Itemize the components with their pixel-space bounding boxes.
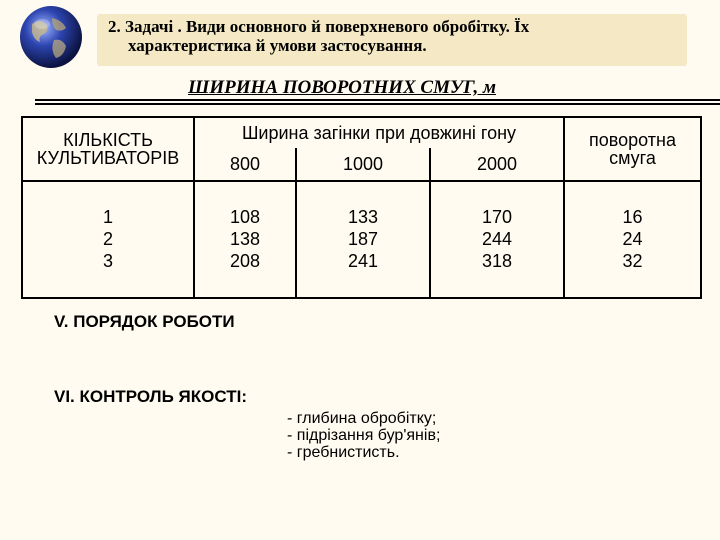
slide-title: 2. Задачі . Види основного й поверхневого обробітку. Їх характеристика й умови застосування. bbox=[108, 17, 530, 55]
turning-strip-table bbox=[21, 116, 702, 299]
list-item: - гребнистисть. bbox=[287, 444, 400, 461]
section-procedure: V. ПОРЯДОК РОБОТИ bbox=[54, 312, 235, 331]
table-header-row bbox=[22, 117, 701, 148]
header-length-800: 800 bbox=[194, 148, 296, 181]
globe-icon bbox=[18, 4, 84, 70]
table-title: ШИРИНА ПОВОРОТНИХ СМУГ, м bbox=[188, 77, 497, 98]
section-quality-control: VI. КОНТРОЛЬ ЯКОСТІ: bbox=[54, 387, 247, 406]
header-cultivators: КІЛЬКІСТЬ КУЛЬТИВАТОРІВ bbox=[22, 117, 194, 181]
divider-line bbox=[35, 99, 720, 101]
table-row: 2 138 187 244 24 bbox=[22, 228, 701, 250]
quality-criteria-list bbox=[287, 410, 440, 461]
list-item: - глибина обробітку; bbox=[287, 410, 437, 427]
header-length-2000: 2000 bbox=[430, 148, 564, 181]
table-row: 3 208 241 318 32 bbox=[22, 251, 701, 273]
divider-line bbox=[35, 103, 720, 105]
list-item: - підрізання бур'янів; bbox=[287, 427, 441, 444]
header-turning-strip: поворотна смуга bbox=[564, 117, 701, 181]
header-group-width: Ширина загінки при довжині гону bbox=[241, 122, 517, 143]
header-length-1000: 1000 bbox=[296, 148, 430, 181]
table-row: 1 108 133 170 16 bbox=[22, 206, 701, 228]
